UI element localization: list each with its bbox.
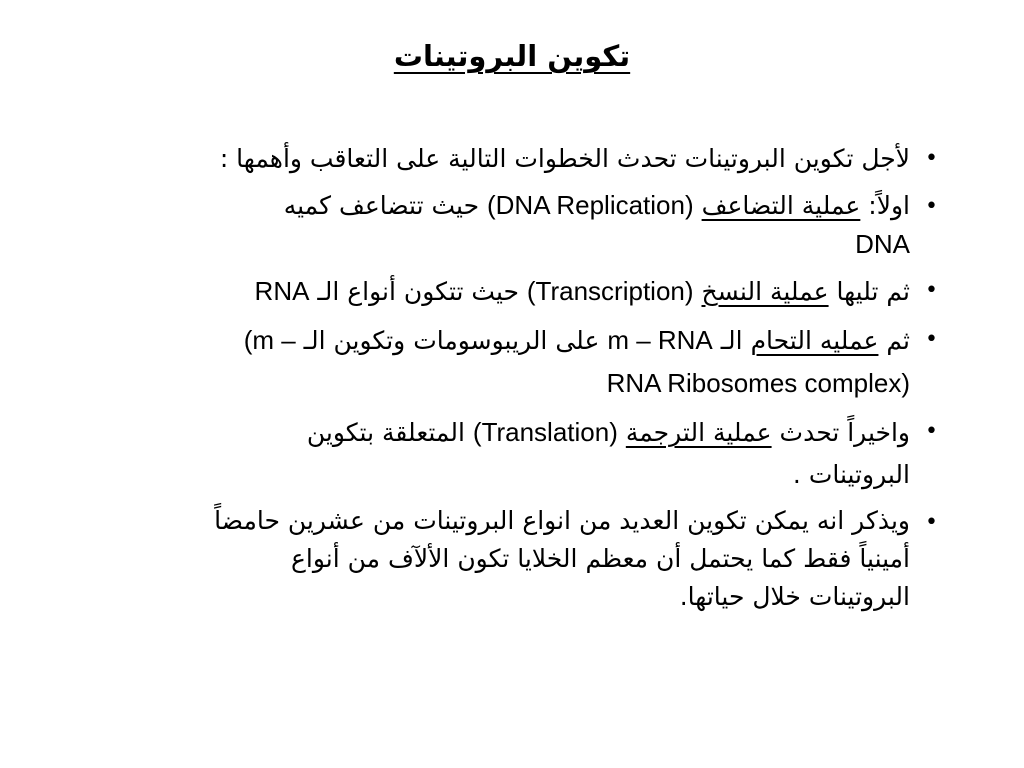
bullet-item-ribosome <box>70 319 938 405</box>
bullet-second-line: البروتينات . <box>792 460 910 489</box>
bullet-second-line <box>70 362 910 405</box>
bullet-icon: • <box>925 419 938 444</box>
bullet-line-1: ويذكر انه يمكن تكوين العديد من انواع البروتينات من عشرين حامضاً <box>214 506 910 535</box>
bullet-suffix: الـ <box>712 326 751 355</box>
bullet-underlined-term: عملية التضاعف <box>701 191 861 220</box>
bullet-english-line: DNA <box>855 229 910 259</box>
bullet-english-term: (Transcription) <box>526 276 694 306</box>
bullet-icon: • <box>925 327 938 352</box>
bullet-middle: على الريبوسومات وتكوين الـ <box>295 326 608 355</box>
bullet-prefix: ثم <box>878 326 910 355</box>
bullet-suffix: المتعلقة بتكوين <box>306 418 473 447</box>
bullet-suffix: حيث تتضاعف كميه <box>283 191 487 220</box>
bullet-item-translation <box>70 411 938 496</box>
bullet-english-term-2: (m – <box>243 325 296 355</box>
bullet-underlined-term: عملية الترجمة <box>625 418 772 447</box>
bullet-icon: • <box>925 278 938 303</box>
slide-title-text: تكوين البروتينات <box>393 39 631 73</box>
bullet-prefix: اولاً: <box>860 191 910 220</box>
bullet-icon: • <box>925 510 938 535</box>
bullet-english-term: (Translation) <box>472 417 618 447</box>
bullet-english-line: RNA Ribosomes complex) <box>606 368 910 398</box>
bullet-second-line <box>70 225 910 264</box>
bullet-suffix: حيث تتكون أنواع الـ <box>309 277 527 306</box>
bullet-icon: • <box>925 146 938 171</box>
bullet-line-2: أمينياً فقط كما يحتمل أن معظم الخلايا تكون الألآف من أنواع <box>291 544 910 573</box>
bullet-list <box>70 138 938 622</box>
bullet-english-term: (DNA Replication) <box>487 190 694 220</box>
bullet-english-term: m – RNA <box>607 325 713 355</box>
bullet-item-intro <box>70 138 938 180</box>
bullet-line-3: البروتينات خلال حياتها. <box>679 582 910 611</box>
bullet-prefix: واخيراً تحدث <box>771 418 910 447</box>
slide-title <box>0 34 1024 78</box>
bullet-english-end: RNA <box>254 276 310 306</box>
bullet-prefix: ثم تليها <box>828 277 910 306</box>
bullet-item-replication <box>70 186 938 264</box>
bullet-icon: • <box>925 194 938 219</box>
bullet-item-amino-acids <box>70 502 938 616</box>
bullet-underlined-term: عملية النسخ <box>701 277 829 306</box>
bullet-text: لأجل تكوين البروتينات تحدث الخطوات التالية على التعاقب وأهمها : <box>219 144 910 173</box>
bullet-item-transcription <box>70 270 938 313</box>
bullet-underlined-term: عمليه التحام <box>750 326 879 355</box>
